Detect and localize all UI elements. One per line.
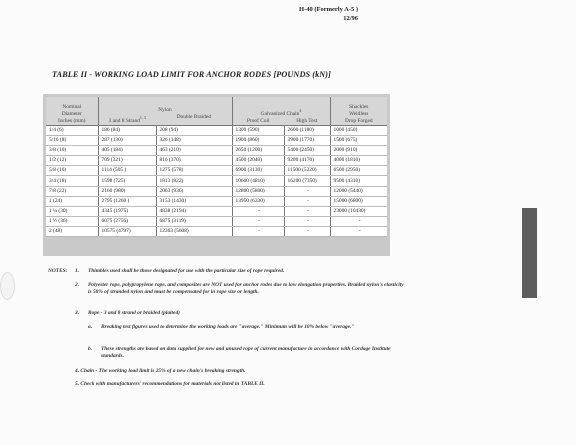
table-cell: 2160 (980) — [98, 186, 156, 196]
table-cell: 9200 (4170) — [284, 156, 330, 166]
table-cell: 15000 (6800) — [330, 196, 387, 206]
table-cell: 4000 (1810) — [330, 156, 387, 166]
table-row — [46, 146, 387, 156]
table-row — [46, 136, 387, 146]
table-cell: 3900 (1770) — [284, 136, 330, 146]
table-cell: 1300 (590) — [232, 126, 284, 136]
table-cell: 13950 (6330) — [232, 196, 284, 206]
table-cell: - — [284, 226, 330, 236]
table-row — [46, 206, 387, 216]
table-cell: 9500 (4310) — [330, 176, 387, 186]
note-3: 3. Rope - 3 and 8 strand or braided (plaited) — [75, 310, 180, 316]
header-nominal-diameter: Nominal Diameter Inches (mm) — [46, 97, 98, 126]
note-1: NOTES: 1. Thimbles used shall be those designated for use with the particular size of rope required. — [48, 268, 285, 274]
table-cell: 208 (94) — [156, 126, 232, 136]
table-cell: 6875 (3119) — [156, 216, 232, 226]
table-cell: 5/16 (8) — [46, 136, 98, 146]
table-cell: 2600 (1180) — [284, 126, 330, 136]
table-cell: 4500 (2040) — [232, 156, 284, 166]
header-double-braided: Double Braided — [176, 114, 211, 121]
table-cell: 4345 (1975) — [98, 206, 156, 216]
table-cell: 186 (84) — [98, 126, 156, 136]
note-2: 2. Polyester rope, polypropylene rope, and composites are NOT used for anchor rodes due to low elongation properties. Braided nylon's elasticity is 50% of stranded nylon and must be compensated for in rope size or length. — [75, 282, 404, 295]
table-row — [46, 186, 387, 196]
punch-hole — [0, 272, 15, 300]
table-cell: 2650 (1200) — [232, 146, 284, 156]
table-cell: 1000 (450) — [330, 126, 387, 136]
table-cell: 1598 (725) — [98, 176, 156, 186]
load-limit-table — [46, 97, 387, 237]
table-cell: - — [284, 186, 330, 196]
table-cell: 1/4 (6) — [46, 126, 98, 136]
header-nylon — [98, 97, 232, 126]
table-row — [46, 216, 387, 226]
table-row — [46, 126, 387, 136]
table-cell: 6075 (2756) — [98, 216, 156, 226]
header-proof-coil: Proof Coil — [246, 118, 270, 124]
table-cell: 463 (210) — [156, 146, 232, 156]
table-cell: 10600 (4810) — [232, 176, 284, 186]
table-cell: 2000 (910) — [330, 146, 387, 156]
table-cell: 2795 (1260 ) — [98, 196, 156, 206]
table-cell: - — [232, 226, 284, 236]
table-cell: 5400 (2450) — [284, 146, 330, 156]
note-4: 4. Chain - The working load limit is 25% of a new chain's breaking strength. — [75, 368, 246, 374]
table-cell: 10575 (4797) — [98, 226, 156, 236]
table-cell: 287 (130) — [98, 136, 156, 146]
header-chain-group: Galvanized Chain — [260, 111, 300, 117]
table-cell: - — [284, 216, 330, 226]
table-cell: 4838 (2194) — [156, 206, 232, 216]
table-cell: - — [284, 206, 330, 216]
table-row — [46, 176, 387, 186]
table-cell: 3/8 (10) — [46, 146, 98, 156]
load-limit-table-frame — [43, 94, 390, 256]
header-strand: 3 and 8 Strand$^{1, 3}$ — [108, 115, 146, 124]
binder-tab-mark — [522, 208, 537, 298]
table-cell: 3153 (1430) — [156, 196, 232, 206]
table-body — [46, 126, 387, 237]
table-cell: 7/8 (22) — [46, 186, 98, 196]
table-cell: 12000 (5440) — [330, 186, 387, 196]
table-cell: 1114 (505 ) — [98, 166, 156, 176]
table-row — [46, 156, 387, 166]
table-cell: 1500 (675) — [330, 136, 387, 146]
table-cell: - — [232, 216, 284, 226]
header-galvanized-chain: Galvanized Chain$^4$ Proof Coil High Test — [232, 97, 330, 126]
table-cell: 816 (370) — [156, 156, 232, 166]
table-cell: 6500 (2950) — [330, 166, 387, 176]
table-cell: 709 (321) — [98, 156, 156, 166]
notes-section — [48, 268, 408, 391]
table-cell: 326 (148) — [156, 136, 232, 146]
table-cell: - — [330, 216, 387, 226]
table-cell: 1 ½ (36) — [46, 216, 98, 226]
table-cell: 1275 (578) — [156, 166, 232, 176]
table-cell: 1 (24) — [46, 196, 98, 206]
table-cell: 12800 (5800) — [232, 186, 284, 196]
table-cell: 16200 (7350) — [284, 176, 330, 186]
table-row — [46, 226, 387, 236]
document-id — [299, 5, 358, 23]
table-cell: 3/4 (18) — [46, 176, 98, 186]
table-cell: 2063 (936) — [156, 186, 232, 196]
table-cell: 2 (48) — [46, 226, 98, 236]
note-3b: b. These strengths are based on data supplied for new and unused rope of current manufacture in accordance with Cordage Institute standards. — [88, 346, 391, 359]
table-cell: 12363 (5608) — [156, 226, 232, 236]
note-5: 5. Check with manufacturers' recommendations for materials not listed in TABLE II. — [75, 381, 265, 387]
header-high-test: High Test — [296, 118, 318, 124]
table-cell: 1 ¼ (30) — [46, 206, 98, 216]
table-cell: 1900 (860) — [232, 136, 284, 146]
table-cell: 6900 (3130) — [232, 166, 284, 176]
note-3a: a. Breaking test figures used to determine the working loads are "average." Minimum will be 10% below "average." — [88, 324, 355, 330]
table-row — [46, 166, 387, 176]
table-cell: 1/2 (12) — [46, 156, 98, 166]
table-cell: - — [330, 226, 387, 236]
table-cell: - — [232, 206, 284, 216]
table-cell: 5/8 (16) — [46, 166, 98, 176]
table-cell: - — [284, 196, 330, 206]
table-header-row — [46, 97, 387, 126]
header-shackles: Shackles Weldless Drop Forged — [330, 97, 387, 126]
document-date: 12/96 — [343, 15, 358, 22]
header-nylon-group: Nylon — [158, 107, 172, 114]
table-row — [46, 196, 387, 206]
document-number: H-40 (Formerly A-5 ) — [298, 6, 358, 13]
table-cell: 11500 (5220) — [284, 166, 330, 176]
table-title: TABLE II - WORKING LOAD LIMIT FOR ANCHOR RODES [POUNDS (kN)] — [52, 70, 331, 79]
table-cell: 1813 (822) — [156, 176, 232, 186]
table-cell: 23000 (10430) — [330, 206, 387, 216]
table-cell: 405 (184) — [98, 146, 156, 156]
